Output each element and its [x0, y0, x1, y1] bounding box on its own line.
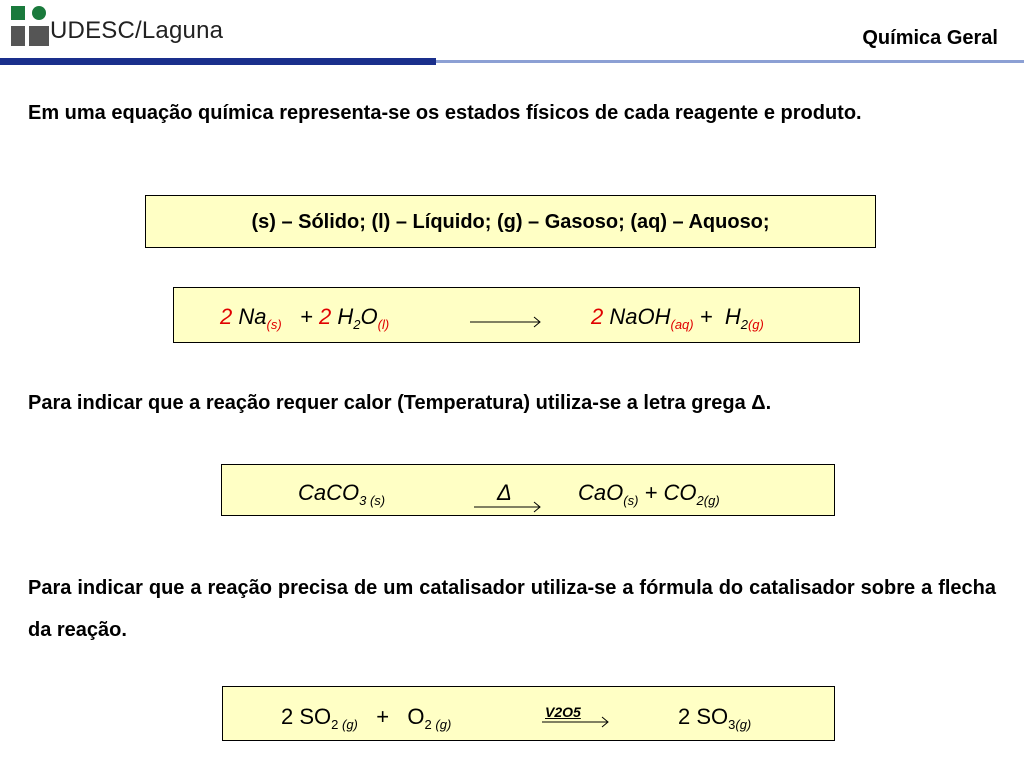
catalyst-paragraph: Para indicar que a reação precisa de um catalisador utiliza-se a fórmula do catalisador sobre a flecha da reação.: [28, 577, 996, 641]
eq1-plus-2: +: [699, 304, 713, 329]
equation-3-reactants: [281, 704, 451, 732]
states-legend-box: (s) – Sólido; (l) – Líquido; (g) – Gasoso; (aq) – Aquoso;: [145, 195, 876, 248]
eq3-reactant-2: O: [407, 704, 425, 729]
eq1-state-1: (s): [266, 317, 282, 332]
eq3-reactant-2-state: (g): [431, 717, 452, 732]
eq2-reactant-sub: 3: [359, 493, 367, 508]
eq3-plus: +: [376, 704, 390, 729]
eq2-reactant: CaCO: [298, 480, 360, 505]
eq2-product-2: CO: [663, 480, 697, 505]
eq1-coef-3: 2: [591, 304, 604, 329]
eq2-product-1: CaO: [578, 480, 624, 505]
eq3-product-state: (g): [735, 717, 752, 732]
eq1-state-3: (aq): [670, 317, 694, 332]
eq2-reactant-state: (s): [366, 493, 386, 508]
eq1-species-3: NaOH: [609, 304, 671, 329]
eq3-product: 2 SO: [678, 704, 729, 729]
eq1-species-2-sub: 2: [353, 317, 361, 332]
eq3-catalyst-label: V2O5: [545, 704, 581, 720]
equation-2-reactant: [298, 480, 385, 508]
eq2-arrow-icon: [472, 501, 544, 513]
equation-2-products: [578, 480, 720, 508]
eq1-species-1: Na: [238, 304, 267, 329]
eq1-coef-2: 2: [319, 304, 332, 329]
eq3-reactant-1-sub: 2: [331, 717, 339, 732]
eq1-coef-1: 2: [220, 304, 233, 329]
equation-3-product: [678, 704, 751, 732]
eq1-species-4: H: [724, 304, 741, 329]
eq1-species-2b: O: [360, 304, 378, 329]
brand-name: UDESC/Laguna: [50, 17, 224, 44]
equation-1-reactants: [220, 304, 389, 332]
eq1-species-4-sub: 2: [740, 317, 748, 332]
eq3-reactant-2-sub: 2: [424, 717, 432, 732]
eq1-arrow-icon: [468, 316, 544, 328]
header-rule-light: [436, 60, 1024, 63]
eq1-species-2a: H: [337, 304, 354, 329]
heat-paragraph: Para indicar que a reação requer calor (Temperatura) utiliza-se a letra grega Δ.: [28, 392, 772, 414]
eq3-reactant-1: 2 SO: [281, 704, 332, 729]
header-rule-dark: [0, 58, 436, 65]
course-title: Química Geral: [862, 27, 998, 49]
eq2-product-1-state: (s): [623, 493, 639, 508]
eq1-state-4: (g): [747, 317, 764, 332]
udesc-logo-icon: [10, 4, 50, 48]
eq1-plus-1: +: [300, 304, 313, 329]
eq2-product-2-state: (g): [703, 493, 720, 508]
eq2-plus: +: [644, 480, 658, 505]
eq2-delta-symbol: Δ: [497, 480, 512, 505]
eq3-product-sub: 3: [728, 717, 736, 732]
intro-paragraph: Em uma equação química representa-se os estados físicos de cada reagente e produto.: [28, 102, 862, 124]
equation-1-products: [591, 304, 764, 332]
eq3-reactant-1-state: (g): [338, 717, 358, 732]
eq1-state-2: (l): [377, 317, 390, 332]
eq3-arrow-icon: [540, 716, 612, 728]
eq2-product-2-sub: 2: [696, 493, 704, 508]
